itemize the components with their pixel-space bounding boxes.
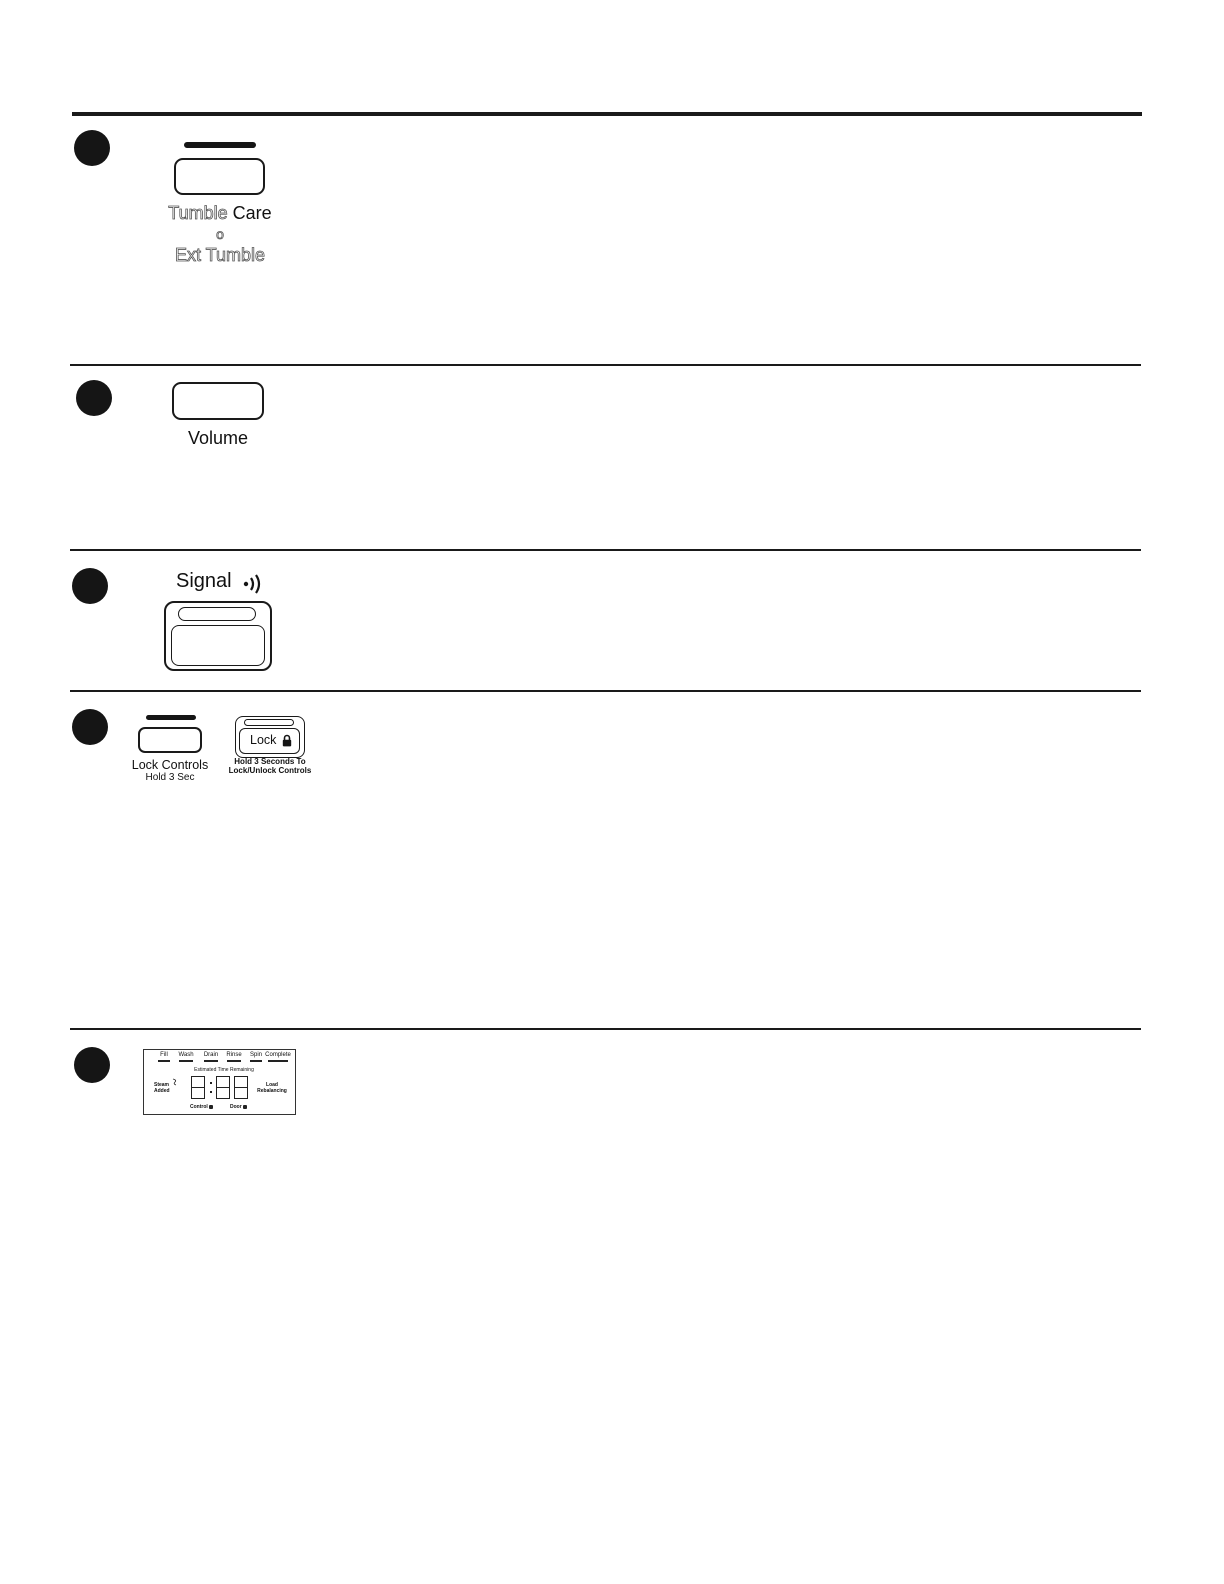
- control-lock-icon: [209, 1105, 213, 1109]
- stage-bar-complete: [268, 1060, 288, 1062]
- stage-bar-drain: [204, 1060, 218, 1062]
- control-lock-indicator: [190, 1104, 213, 1110]
- ext-tumble-label: Ext Tumble: [174, 245, 266, 265]
- signal-indicator-slot: [178, 607, 256, 621]
- signal-waves-icon: [242, 572, 266, 596]
- lock-controls-button[interactable]: [138, 727, 202, 753]
- stage-bar-wash: [179, 1060, 193, 1062]
- rebalancing-label: Rebalancing: [257, 1088, 287, 1094]
- load-rebalancing-label: [256, 1082, 288, 1094]
- estimated-time-label: Estimated Time Remaining: [194, 1067, 254, 1073]
- door-lock-icon: [243, 1105, 247, 1109]
- door-lock-indicator: [230, 1104, 247, 1110]
- lock-caption-line2: Lock/Unlock Controls: [228, 766, 312, 775]
- lock-button-label: Lock: [250, 733, 277, 747]
- digit-min-tens-lower: [216, 1087, 230, 1099]
- lock-button[interactable]: [235, 716, 305, 758]
- lock-indicator-slot: [244, 719, 294, 726]
- volume-button[interactable]: [172, 382, 264, 420]
- load-label: Load: [266, 1082, 278, 1088]
- divider-1: [70, 364, 1141, 366]
- top-rule: [72, 112, 1142, 116]
- signal-button-face: [171, 625, 265, 666]
- padlock-icon: [282, 734, 292, 747]
- time-colon-lower: [210, 1091, 212, 1093]
- stage-label-complete: Complete: [265, 1052, 291, 1058]
- tumble-care-label: [160, 203, 280, 224]
- stage-label-rinse: Rinse: [226, 1052, 242, 1058]
- lock-controls-sublabel: Hold 3 Sec: [145, 772, 195, 783]
- time-colon: [210, 1082, 212, 1084]
- steam-icon: [172, 1078, 178, 1086]
- signal-button[interactable]: [164, 601, 272, 671]
- lock-button-face: [239, 728, 300, 754]
- stage-label-drain: Drain: [203, 1052, 219, 1058]
- stage-bar-fill: [158, 1060, 170, 1062]
- digit-min-ones-lower: [234, 1087, 248, 1099]
- lock-controls-label: Lock Controls: [131, 758, 209, 772]
- tumble-care-indicator-bar: [184, 142, 256, 148]
- control-lock-label: Control: [190, 1104, 208, 1110]
- stage-bar-spin: [250, 1060, 262, 1062]
- stage-label-spin: Spin: [249, 1052, 262, 1058]
- lock-controls-indicator-bar: [146, 715, 196, 720]
- digit-hour: [191, 1076, 205, 1087]
- section-bullet-5: [74, 1047, 110, 1083]
- section-bullet-1: [74, 130, 110, 166]
- section-bullet-4: [72, 709, 108, 745]
- door-lock-label: Door: [230, 1104, 242, 1110]
- added-label: Added: [154, 1088, 170, 1094]
- section-bullet-3: [72, 568, 108, 604]
- digit-min-ones: [234, 1076, 248, 1087]
- tumble-label: Tumble: [168, 203, 228, 223]
- time-display: [191, 1076, 253, 1100]
- stage-bar-rinse: [227, 1060, 241, 1062]
- care-label: Care: [232, 203, 272, 223]
- divider-2: [70, 549, 1141, 551]
- status-display-panel: [143, 1049, 296, 1115]
- digit-min-tens: [216, 1076, 230, 1087]
- tumble-care-button[interactable]: [174, 158, 265, 195]
- lock-caption-line1: Hold 3 Seconds To: [234, 757, 306, 766]
- stage-label-wash: Wash: [178, 1052, 194, 1058]
- volume-label: Volume: [187, 428, 249, 448]
- digit-hour-lower: [191, 1087, 205, 1099]
- section-bullet-2: [76, 380, 112, 416]
- option-separator: o: [216, 226, 224, 242]
- stage-label-fill: Fill: [160, 1052, 168, 1058]
- steam-label: Steam: [154, 1082, 170, 1088]
- signal-label: Signal: [176, 570, 232, 592]
- divider-3: [70, 690, 1141, 692]
- divider-4: [70, 1028, 1141, 1030]
